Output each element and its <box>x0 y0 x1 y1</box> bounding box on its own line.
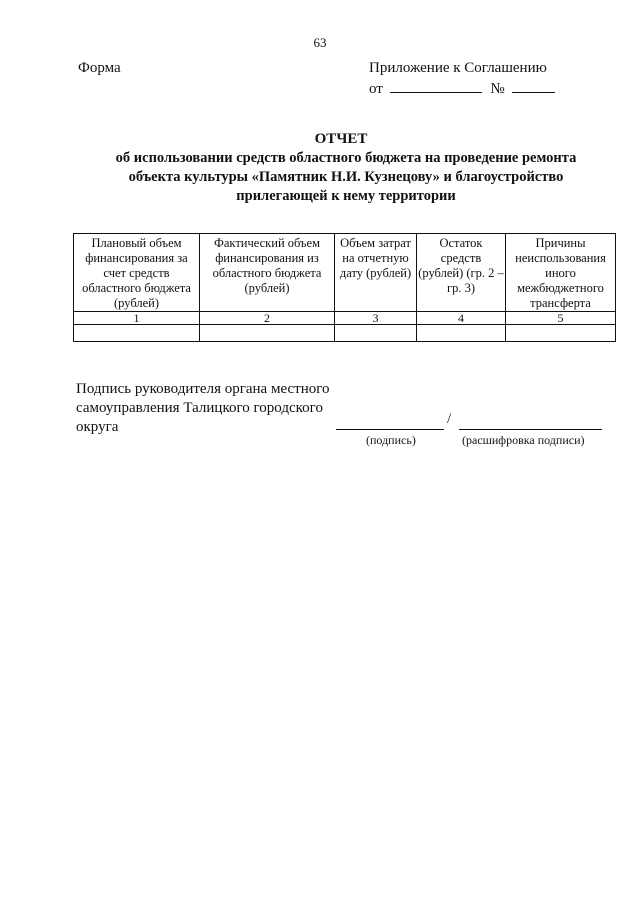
signature-decoding-blank-line <box>459 413 602 430</box>
report-title: ОТЧЕТ <box>314 131 368 147</box>
form-label: Форма <box>78 60 121 76</box>
table-cell <box>74 325 200 342</box>
signature-slash: / <box>447 411 452 427</box>
appendix-title: Приложение к Соглашению <box>369 60 547 76</box>
appendix-number-label: № <box>490 81 505 97</box>
table-cell <box>200 325 335 342</box>
column-header-actual: Фактический объем финансирования из областного бюджета (рублей) <box>200 234 335 312</box>
table-row <box>74 325 616 342</box>
signature-label: Подпись руководителя органа местного самоуправления Талицкого городского округа <box>76 381 330 435</box>
appendix-number-blank <box>512 79 555 93</box>
appendix-date-blank <box>390 79 482 93</box>
column-number: 5 <box>506 312 616 325</box>
column-header-balance: Остаток средств (рублей) (гр. 2 – гр. 3) <box>417 234 506 312</box>
table-cell <box>417 325 506 342</box>
report-table <box>73 233 616 342</box>
column-number: 3 <box>335 312 417 325</box>
table-number-row <box>74 312 616 325</box>
column-header-reasons: Причины неиспользования иного межбюджетного трансферта <box>506 234 616 312</box>
column-number: 1 <box>74 312 200 325</box>
table-cell <box>506 325 616 342</box>
signature-blank-line <box>336 413 444 430</box>
page-number: 63 <box>313 35 327 50</box>
column-header-planned: Плановый объем финансирования за счет средств областного бюджета (рублей) <box>74 234 200 312</box>
column-number: 4 <box>417 312 506 325</box>
table-header-row <box>74 234 616 312</box>
appendix-date-number-line <box>369 79 555 98</box>
column-header-costs: Объем затрат на отчетную дату (рублей) <box>335 234 417 312</box>
appendix-from-label: от <box>369 81 383 97</box>
report-subtitle: об использовании средств областного бюджета на проведение ремонта объекта культуры «Памятник Н.И. Кузнецову» и благоустройство прилегающей к нему территории <box>115 150 577 204</box>
signature-caption: (подпись) <box>366 433 416 447</box>
table-cell <box>335 325 417 342</box>
signature-decoding-caption: (расшифровка подписи) <box>462 433 585 447</box>
column-number: 2 <box>200 312 335 325</box>
